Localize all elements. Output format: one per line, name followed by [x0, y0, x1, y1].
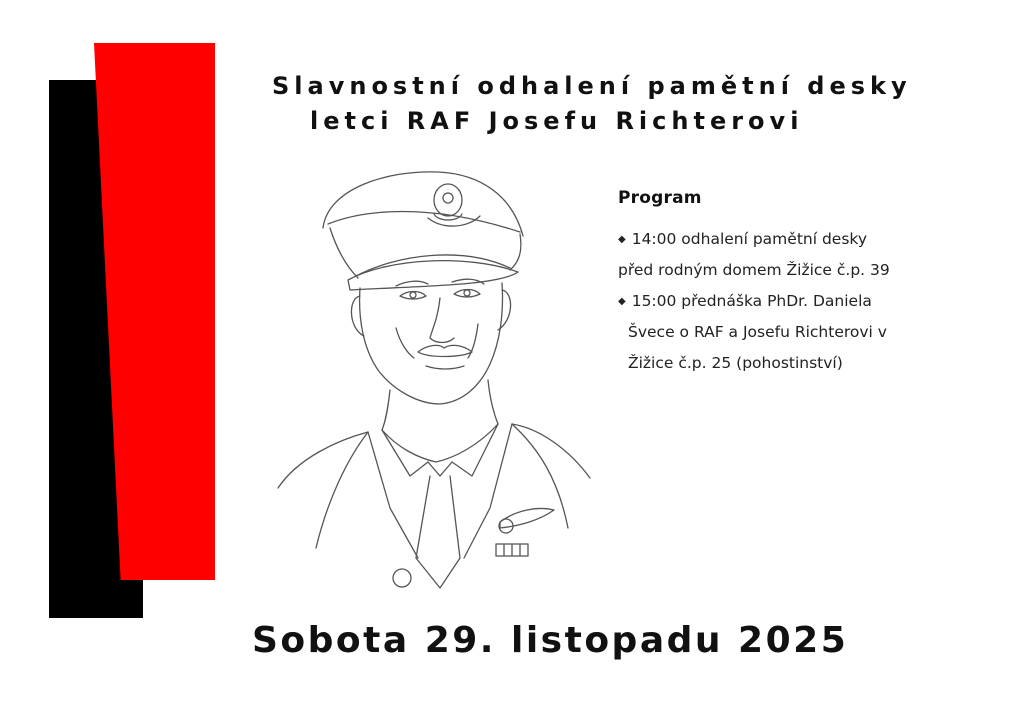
diamond-bullet-icon: ◆ — [618, 296, 626, 307]
diamond-bullet-icon: ◆ — [618, 234, 626, 245]
title-line-1: Slavnostní odhalení pamětní desky — [272, 72, 912, 100]
pilot-portrait-illustration — [268, 158, 598, 598]
program-item-2-line-1: ◆ 15:00 přednáška PhDr. Daniela — [618, 286, 958, 317]
program-item-1-line-1: ◆ 14:00 odhalení pamětní desky — [618, 224, 958, 255]
event-date: Sobota 29. listopadu 2025 — [252, 620, 849, 661]
program-item-1-line-2: před rodným domem Žižice č.p. 39 — [618, 261, 890, 279]
title-line-2: letci RAF Josefu Richterovi — [310, 107, 804, 135]
program-heading: Program — [618, 188, 702, 208]
program-section — [618, 188, 958, 379]
program-item-2-line-2: Švece o RAF a Josefu Richterovi v — [628, 323, 887, 341]
program-item-2-line-3: Žižice č.p. 25 (pohostinství) — [628, 354, 843, 372]
